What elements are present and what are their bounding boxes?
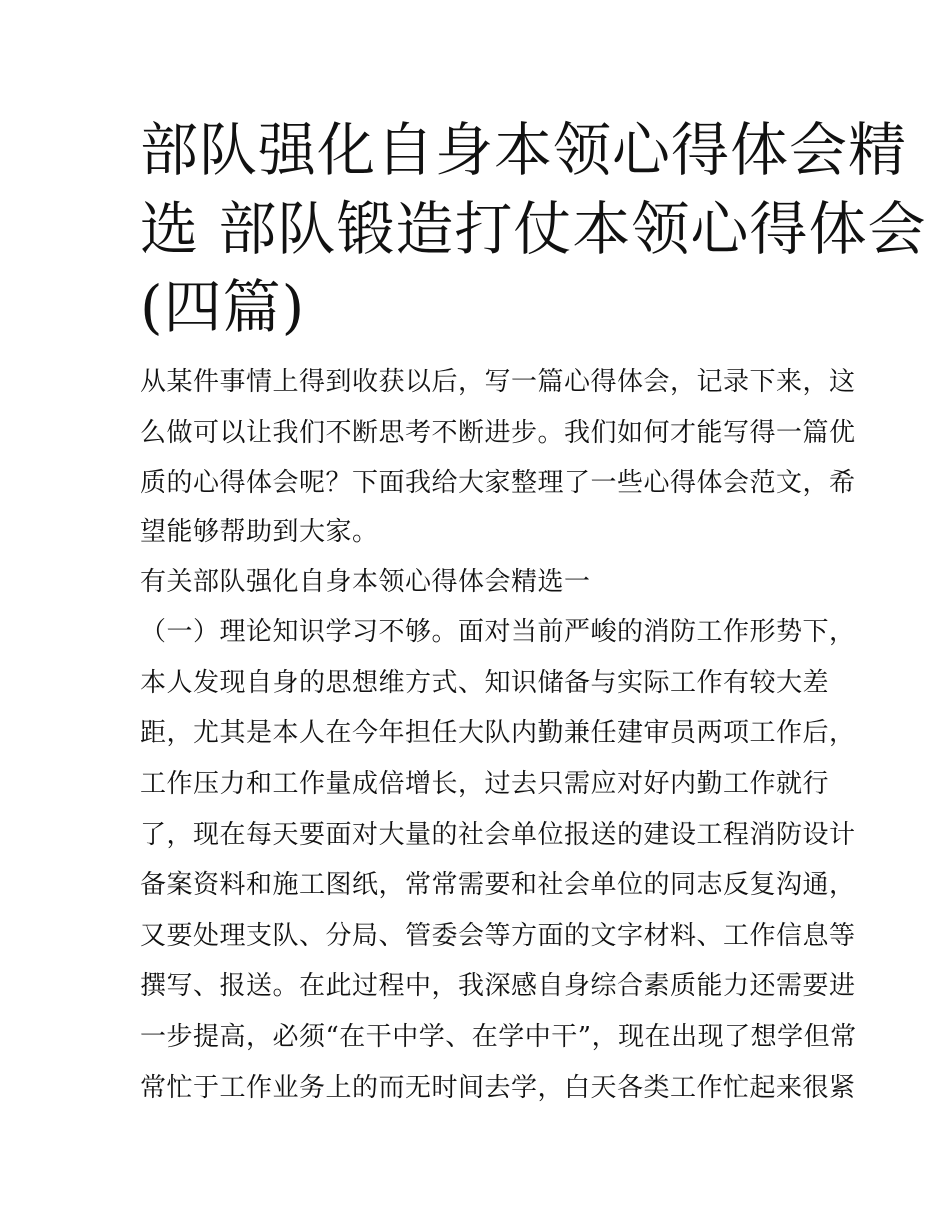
document-title-line-3: (四篇) — [140, 273, 306, 341]
paragraph-line-5: 了，现在每天要面对大量的社会单位报送的建设工程消防设计 — [140, 820, 856, 850]
paragraph-line-7: 又要处理支队、分局、管委会等方面的文字材料、工作信息等 — [140, 921, 856, 951]
document-title-line-1: 部队强化自身本领心得体会精 — [140, 116, 908, 184]
intro-line-3: 质的心得体会呢？下面我给大家整理了一些心得体会范文，希 — [140, 468, 856, 498]
paragraph-line-4: 工作压力和工作量成倍增长，过去只需应对好内勤工作就行 — [140, 769, 830, 799]
paragraph-line-3: 距，尤其是本人在今年担任大队内勤兼任建审员两项工作后， — [140, 718, 856, 748]
intro-line-4: 望能够帮助到大家。 — [140, 517, 379, 547]
paragraph-line-10: 常忙于工作业务上的而无时间去学，白天各类工作忙起来很紧 — [140, 1073, 856, 1103]
paragraph-line-8: 撰写、报送。在此过程中，我深感自身综合素质能力还需要进 — [140, 971, 856, 1001]
intro-line-2: 么做可以让我们不断思考不断进步。我们如何才能写得一篇优 — [140, 418, 856, 448]
paragraph-line-2: 本人发现自身的思想维方式、知识储备与实际工作有较大差 — [140, 668, 830, 698]
paragraph-line-1: （一）理论知识学习不够。面对当前严峻的消防工作形势下， — [140, 617, 856, 647]
intro-line-1: 从某件事情上得到收获以后，写一篇心得体会，记录下来，这 — [140, 367, 856, 397]
paragraph-line-6: 备案资料和施工图纸，常常需要和社会单位的同志反复沟通， — [140, 870, 856, 900]
paragraph-line-9: 一步提高，必须“在干中学、在学中干”，现在出现了想学但常 — [140, 1022, 857, 1052]
document-title-line-2: 选 部队锻造打仗本领心得体会 — [140, 195, 927, 263]
section-heading: 有关部队强化自身本领心得体会精选一 — [140, 567, 591, 597]
